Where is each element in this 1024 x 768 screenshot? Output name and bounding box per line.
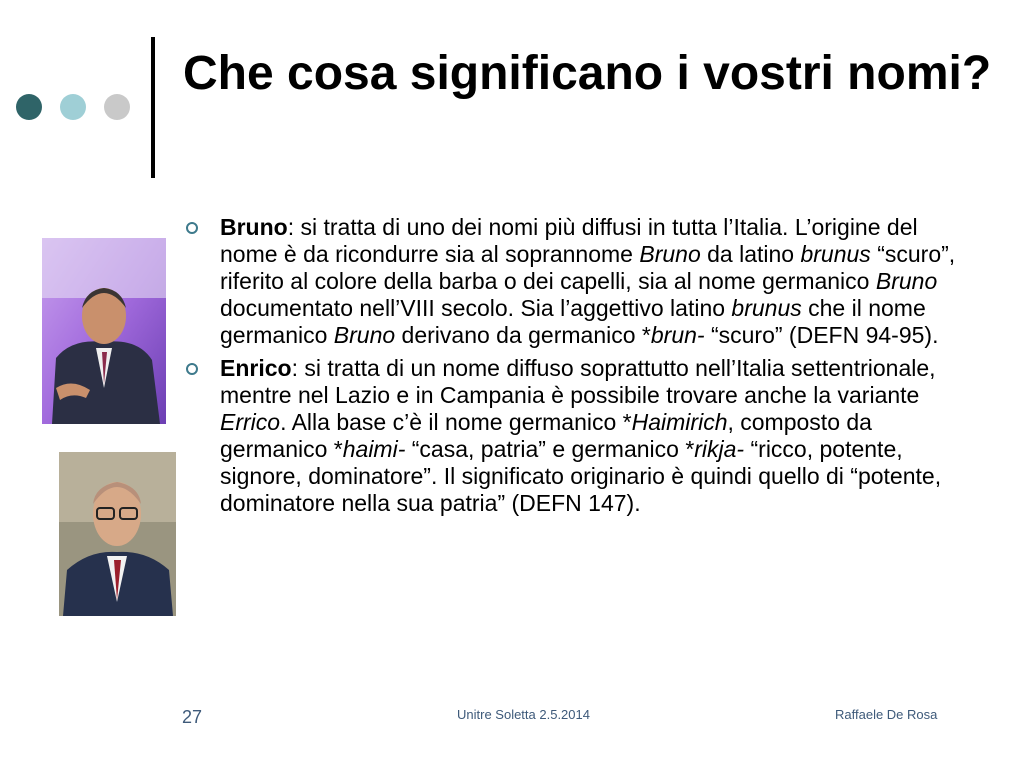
italic-term: Bruno: [875, 268, 938, 294]
decorative-dot-dark: [16, 94, 42, 120]
text-run: . Alla base c’è il nome germanico *: [280, 409, 632, 435]
list-item: [186, 214, 966, 349]
decorative-dot-light: [60, 94, 86, 120]
footer-author: Raffaele De Rosa: [835, 707, 938, 722]
italic-term: Errico: [220, 409, 281, 435]
footer-center: Unitre Soletta 2.5.2014: [457, 707, 590, 722]
person-photo-icon: [59, 452, 176, 616]
italic-term: Haimirich: [631, 409, 728, 435]
page-number: 27: [182, 707, 203, 727]
decorative-dot-gray: [104, 94, 130, 120]
text-run: “casa, patria” e germanico *: [405, 436, 695, 462]
slide-body: [186, 214, 966, 523]
title-divider: [151, 37, 155, 178]
italic-term: brunus: [800, 241, 871, 267]
text-run: da latino: [700, 241, 801, 267]
name-heading: Bruno: [220, 214, 288, 240]
italic-term: Bruno: [333, 322, 396, 348]
photo-bruno: [42, 238, 166, 424]
person-photo-icon: [42, 238, 166, 424]
photo-enrico: [59, 452, 176, 616]
text-run: , composto da germanico *: [220, 409, 872, 462]
italic-term: rikja-: [694, 436, 745, 462]
text-run: : si tratta di uno dei nomi più diffusi in tutta l’Italia. L’origine del nome è da ricondurre sia al soprannome: [220, 214, 918, 267]
italic-term: haimi-: [342, 436, 406, 462]
bullet-icon: [186, 363, 198, 375]
slide-title: Che cosa significano i vostri nomi?: [183, 47, 992, 100]
text-run: derivano da germanico *: [395, 322, 651, 348]
text-run: “ricco, potente, signore, dominatore”. Il significato originario è quindi quello di “potente, dominatore nella sua patria” (DEFN 147).: [220, 436, 942, 516]
italic-term: brunus: [731, 295, 802, 321]
list-item-text: [220, 355, 941, 516]
text-run: “scuro” (DEFN 94-95).: [704, 322, 939, 348]
italic-term: Bruno: [639, 241, 701, 267]
text-run: che il nome germanico: [220, 295, 926, 348]
text-run: documentato nell’VIII secolo. Sia l’aggettivo latino: [220, 295, 732, 321]
list-item: [186, 355, 966, 517]
text-run: : si tratta di un nome diffuso soprattutto nell’Italia settentrionale, mentre nel Lazio e in Campania è possibile trovare anche la variante: [220, 355, 936, 408]
bullet-icon: [186, 222, 198, 234]
italic-term: brun-: [650, 322, 705, 348]
list-item-text: [220, 214, 955, 348]
name-heading: Enrico: [220, 355, 292, 381]
text-run: “scuro”, riferito al colore della barba o dei capelli, sia al nome germanico: [220, 241, 956, 294]
